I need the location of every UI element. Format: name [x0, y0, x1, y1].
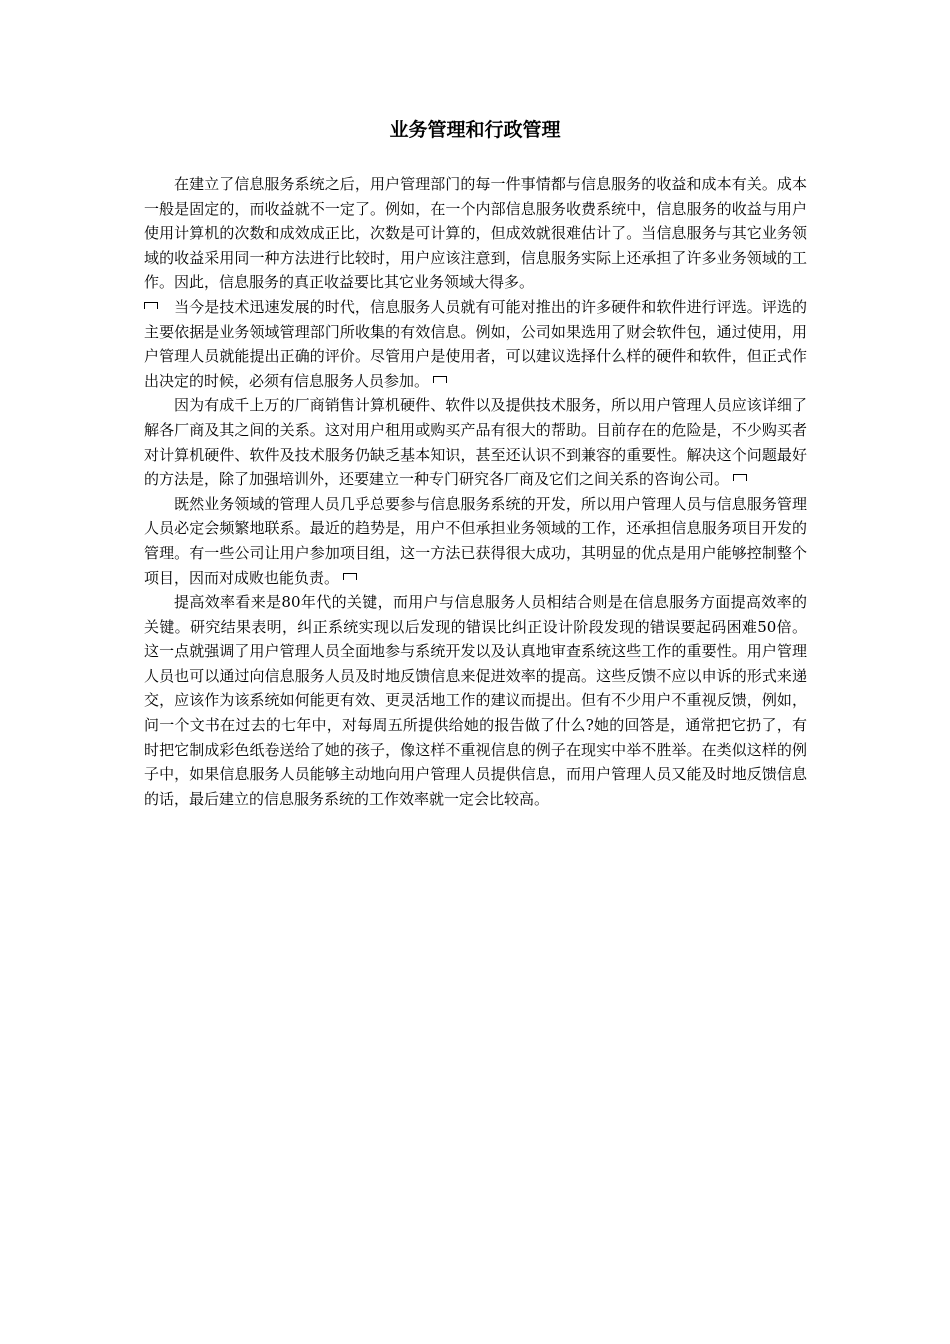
paragraph-mark-icon [144, 302, 158, 314]
paragraph-mark-icon [433, 376, 447, 388]
paragraph-mark-icon [343, 573, 357, 585]
paragraph-3 [144, 393, 807, 491]
paragraph-5 [144, 590, 807, 811]
paragraph-2 [144, 295, 807, 393]
paragraph-4 [144, 492, 807, 590]
document-title: 业务管理和行政管理 [389, 119, 561, 141]
paragraph-3-text: 因为有成千上万的厂商销售计算机硬件、软件以及提供技术服务，所以用户管理人员应该详细了解各厂商及其之间的关系。这对用户租用或购买产品有很大的帮助。目前存在的危险是，不少购买者对计算机硬件、软件及技术服务仍缺乏基本知识，甚至还认识不到兼容的重要性。解决这个问题最好的方法是，除了加强培训外，还要建立一种专门研究各厂商及它们之间关系的咨询公司。 [144, 396, 807, 489]
paragraph-mark-icon [733, 474, 747, 486]
paragraph-1 [144, 172, 807, 295]
paragraph-2-text: 当今是技术迅速发展的时代，信息服务人员就有可能对推出的许多硬件和软件进行评选。评选的主要依据是业务领域管理部门所收集的有效信息。例如，公司如果选用了财会软件包，通过使用，用户管理人员就能提出正确的评价。尽管用户是使用者，可以建议选择什么样的硬件和软件，但正式作出决定的时候，必须有信息服务人员参加。 [144, 297, 807, 390]
paragraph-5-text: 提高效率看来是80年代的关键，而用户与信息服务人员相结合则是在信息服务方面提高效率的关键。研究结果表明，纠正系统实现以后发现的错误比纠正设计阶段发现的错误要起码困难50倍。这一点就强调了用户管理人员全面地参与系统开发以及认真地审查系统这些工作的重要性。用户管理人员也可以通过向信息服务人员及时地反馈信息来促进效率的提高。这些反馈不应以申诉的形式来递交，应该作为该系统如何能更有效、更灵活地工作的建议而提出。但有不少用户不重视反馈，例如，问一个文书在过去的七年中，对每周五所提供给她的报告做了什么?她的回答是，通常把它扔了，有时把它制成彩色纸卷送给了她的孩子，像这样不重视信息的例子在现实中举不胜举。在类似这样的例子中，如果信息服务人员能够主动地向用户管理人员提供信息，而用户管理人员又能及时地反馈信息的话，最后建立的信息服务系统的工作效率就一定会比较高。 [144, 593, 807, 808]
paragraph-4-text: 既然业务领域的管理人员几乎总要参与信息服务系统的开发，所以用户管理人员与信息服务管理人员必定会频繁地联系。最近的趋势是，用户不但承担业务领域的工作，还承担信息服务项目开发的管理。有一些公司让用户参加项目组，这一方法已获得很大成功，其明显的优点是用户能够控制整个项目，因而对成败也能负责。 [144, 494, 807, 587]
paragraph-mark-lead [144, 295, 174, 320]
document-body [144, 172, 807, 811]
paragraph-1-text: 在建立了信息服务系统之后，用户管理部门的每一件事情都与信息服务的收益和成本有关。成本一般是固定的，而收益就不一定了。例如，在一个内部信息服务收费系统中，信息服务的收益与用户使用计算机的次数和成效成正比，次数是可计算的，但成效就很难估计了。当信息服务与其它业务领域的收益采用同一种方法进行比较时，用户应该注意到，信息服务实际上还承担了许多业务领域的工作。因此，信息服务的真正收益要比其它业务领域大得多。 [144, 175, 807, 292]
